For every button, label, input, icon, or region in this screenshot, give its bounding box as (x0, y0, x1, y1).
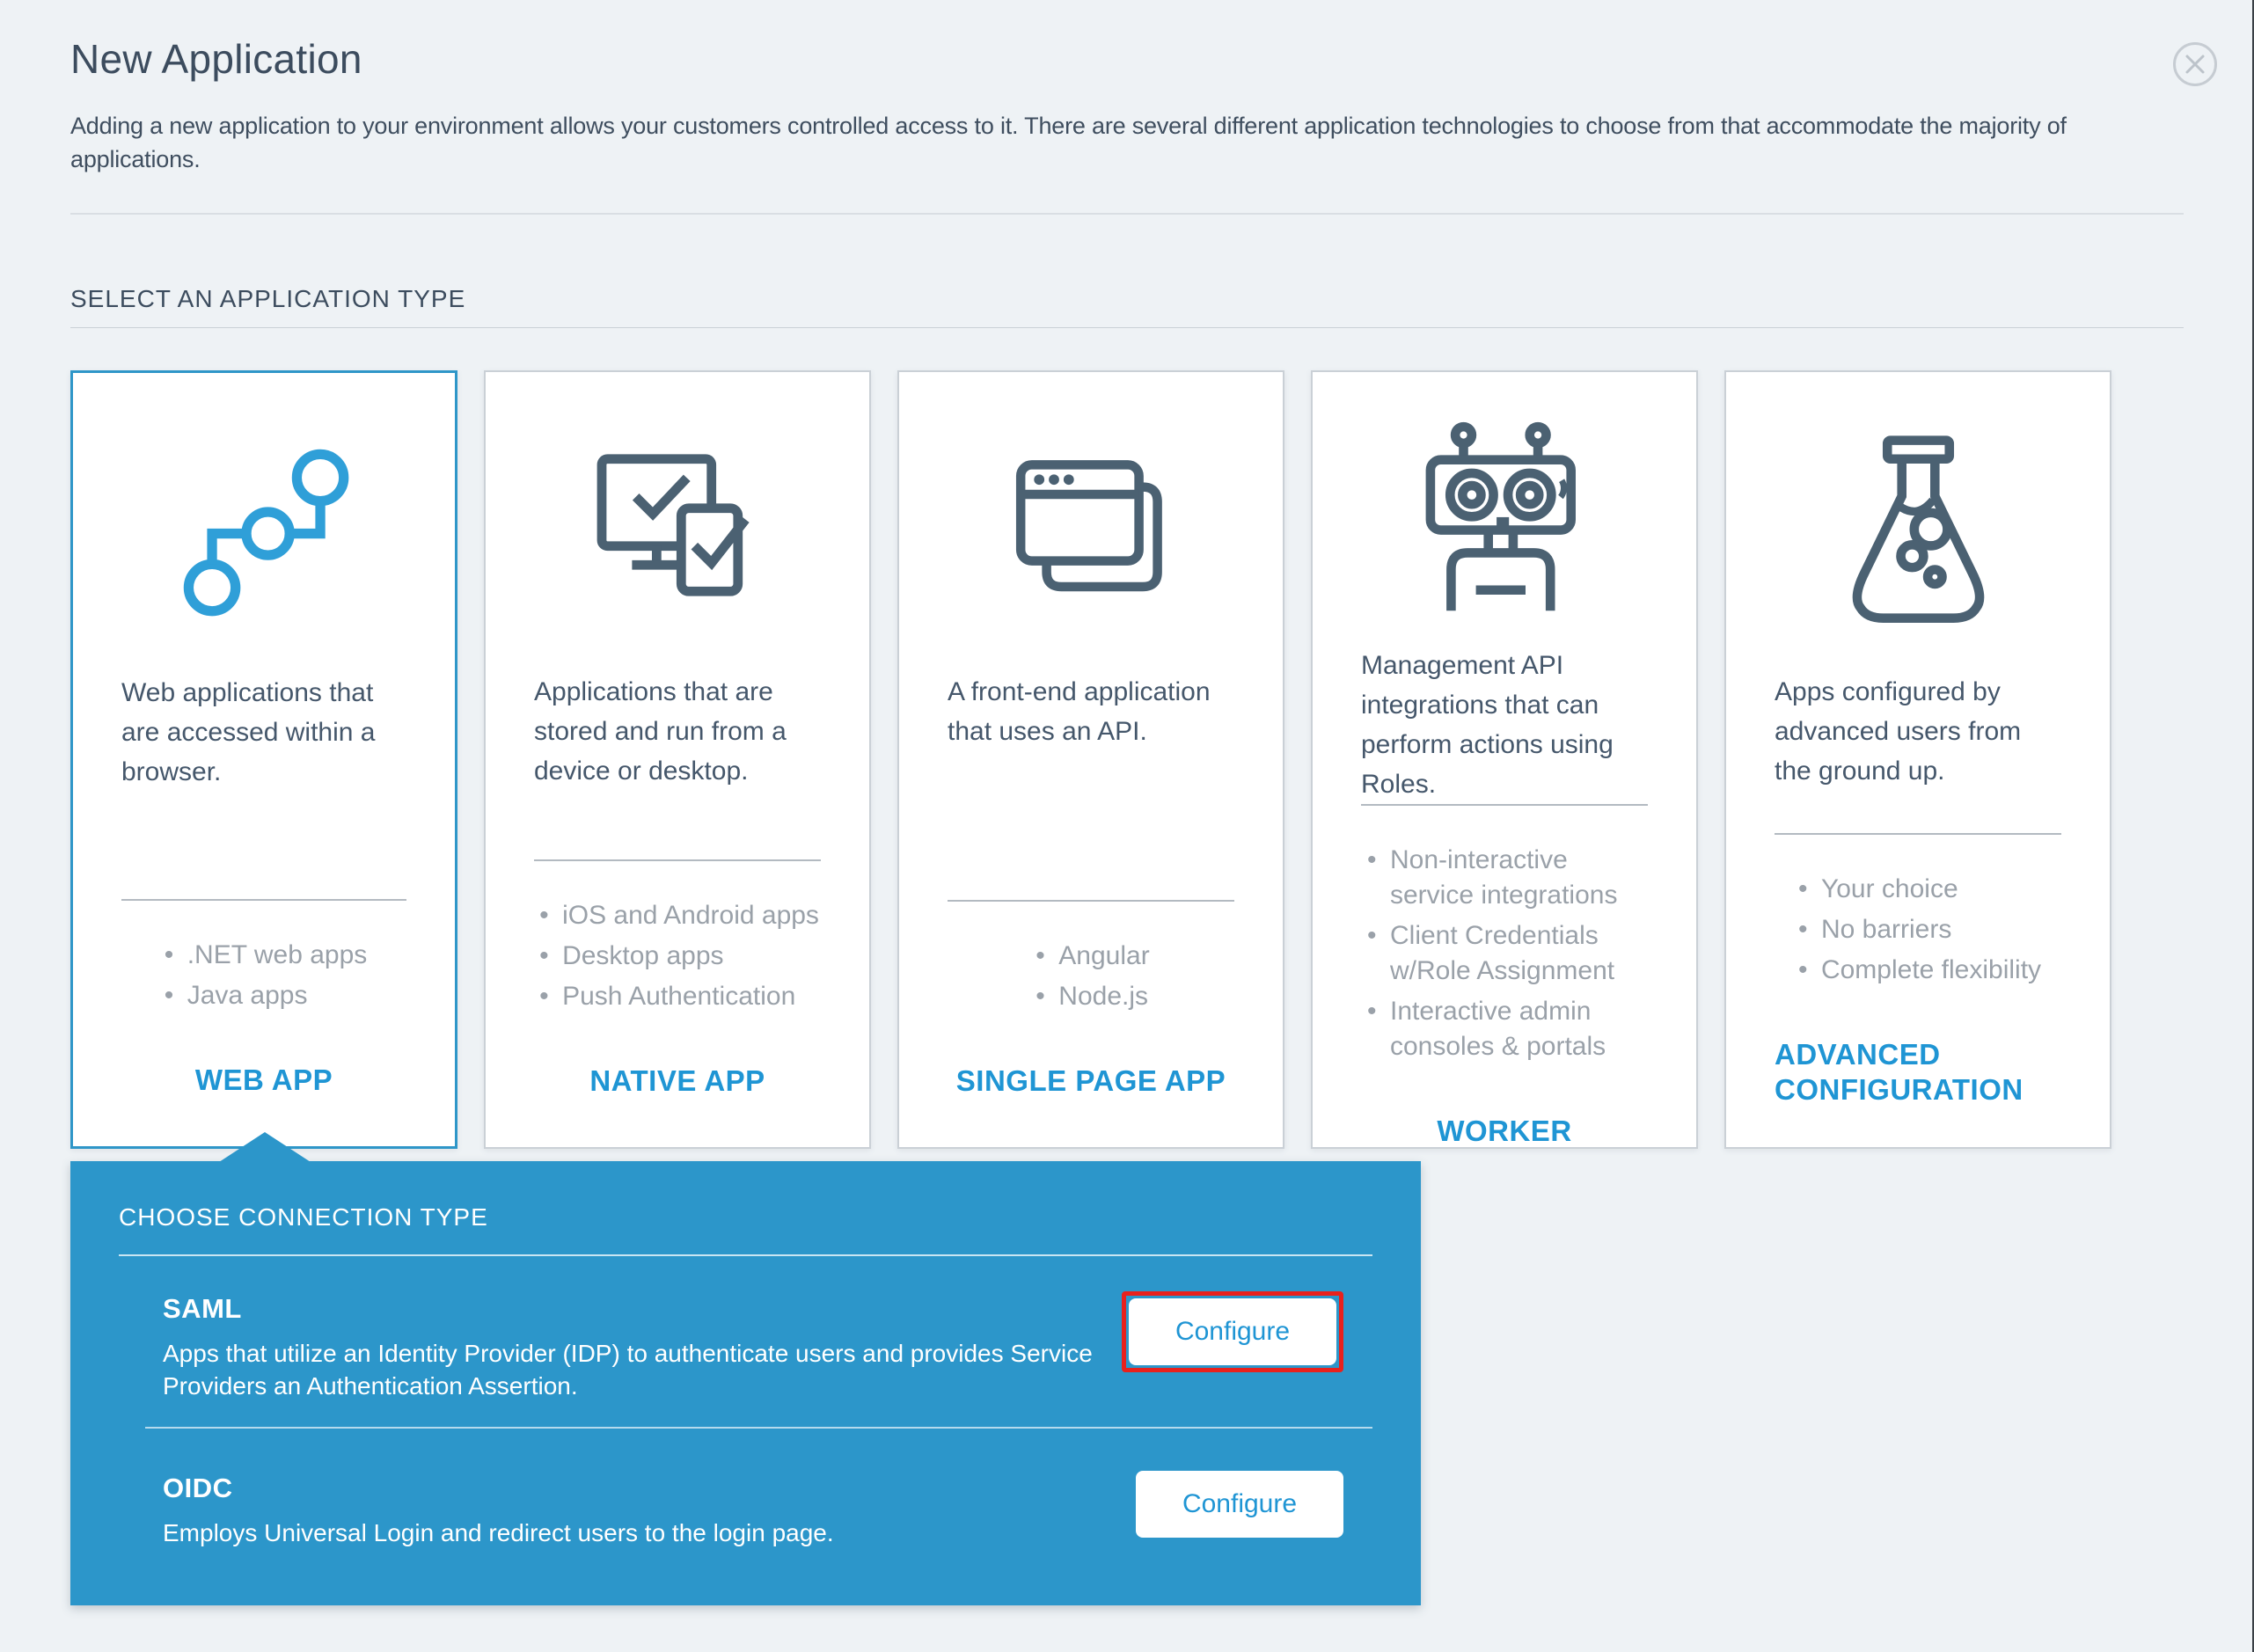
card-type-label: SINGLE PAGE APP (955, 1064, 1226, 1097)
card-type-label: WORKER (1437, 1115, 1572, 1147)
card-description: Applications that are stored and run from a device or desktop. (534, 677, 787, 786)
card-bullets (1364, 843, 1645, 1070)
bullet-item: • Your choice (1795, 872, 2041, 907)
card-bullets (536, 898, 819, 1020)
bullet-item: • Node.js (1032, 979, 1149, 1014)
bullet-item: • Push Authentication (536, 979, 819, 1014)
card-type-label: NATIVE APP (589, 1064, 765, 1097)
bullet-item: • .NET web apps (161, 938, 368, 973)
panel-header: CHOOSE CONNECTION TYPE (119, 1203, 488, 1231)
devices-check-icon (576, 414, 779, 647)
card-single-page-app[interactable] (897, 370, 1284, 1149)
card-type-label: ADVANCED CONFIGURATION (1775, 1038, 2023, 1106)
divider (1361, 804, 1648, 806)
divider (534, 859, 821, 861)
bullet-item: • iOS and Android apps (536, 898, 819, 933)
robot-icon (1397, 414, 1613, 621)
workflow-nodes-icon (174, 415, 355, 648)
bullet-item: • Desktop apps (536, 939, 819, 974)
card-worker[interactable] (1311, 370, 1698, 1149)
divider (121, 899, 406, 901)
bullet-item: • Client Credentials w/Role Assignment (1364, 918, 1645, 989)
close-icon (2184, 53, 2206, 76)
flask-icon (1815, 414, 2022, 647)
bullet-item: • Java apps (161, 978, 368, 1013)
card-advanced-configuration[interactable] (1724, 370, 2111, 1149)
bullet-item: • Complete flexibility (1795, 953, 2041, 988)
bullet-item: • No barriers (1795, 912, 2041, 947)
bullet-item: • Angular (1032, 939, 1149, 974)
divider (70, 213, 2184, 215)
connection-description: Apps that utilize an Identity Provider (IDP) to authenticate users and provides Service Providers an Authentication Assertion. (163, 1340, 1093, 1400)
modal-description: Adding a new application to your environment allows your customers controlled access to it. There are several different application technologies to choose from that accommodate the majority of applications. (70, 113, 2067, 172)
connection-row-oidc (163, 1429, 1372, 1549)
highlight-annotation (1122, 1291, 1343, 1372)
card-bullets (1032, 939, 1149, 1020)
oidc-configure-button[interactable]: Configure (1136, 1471, 1343, 1538)
page-title: New Application (70, 36, 362, 82)
divider (1775, 833, 2061, 835)
bullet-item: • Non-interactive service integrations (1364, 843, 1645, 913)
selected-card-caret (219, 1132, 311, 1162)
card-description: Apps configured by advanced users from the ground up. (1775, 677, 2022, 786)
application-type-cards (70, 370, 2184, 1149)
connection-description: Employs Universal Login and redirect users to the login page. (163, 1519, 834, 1546)
bullet-item: • Interactive admin consoles & portals (1364, 994, 1645, 1064)
card-web-app[interactable] (70, 370, 457, 1149)
card-description: Web applications that are accessed within a browser. (121, 678, 376, 786)
connection-name: SAML (163, 1293, 242, 1324)
connection-row-saml (163, 1256, 1372, 1402)
connection-name: OIDC (163, 1473, 233, 1503)
saml-configure-button[interactable]: Configure (1129, 1298, 1336, 1365)
choose-connection-type-panel (70, 1161, 1421, 1605)
card-bullets (1795, 872, 2041, 993)
divider (70, 327, 2184, 328)
card-description: Management API integrations that can perform actions using Roles. (1361, 651, 1614, 799)
card-native-app[interactable] (484, 370, 871, 1149)
browser-windows-icon (990, 414, 1192, 647)
card-bullets (161, 938, 368, 1019)
card-type-label: WEB APP (194, 1064, 333, 1096)
close-button[interactable] (2173, 42, 2217, 86)
section-label: SELECT AN APPLICATION TYPE (70, 285, 466, 312)
divider (948, 900, 1234, 902)
card-description: A front-end application that uses an API. (948, 677, 1211, 746)
